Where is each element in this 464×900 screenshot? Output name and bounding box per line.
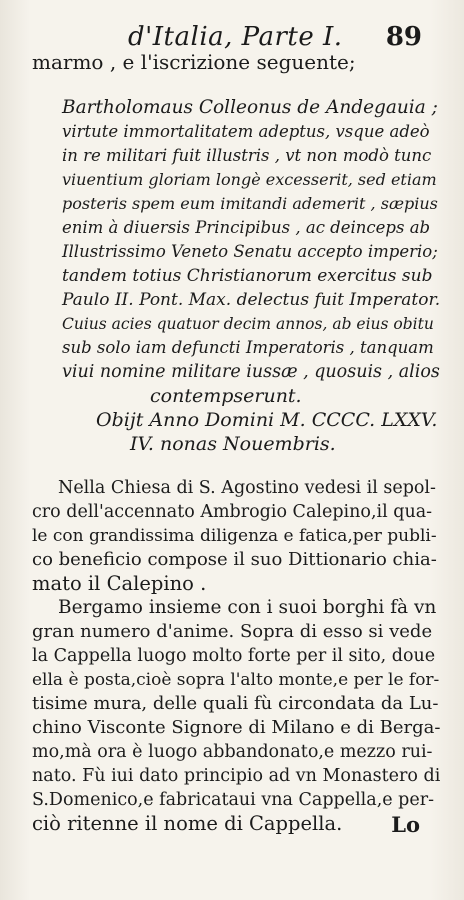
text-line: cro dell'accennato Ambrogio Calepino,il qua- (32, 502, 433, 522)
text-line: gran numero d'anime. Sopra di esso si vede (32, 621, 433, 642)
text-line: nato. Fù iui dato principio ad vn Monastero di (32, 766, 441, 786)
text-line: mato il Calepino . (32, 572, 207, 595)
inscription-line: Illustrissimo Veneto Senatu accepto imperio; (62, 242, 438, 261)
text-line: la Cappella luogo molto forte per il sito, doue (32, 646, 436, 666)
text-line: Bergamo insieme con i suoi borghi fà vn (58, 597, 437, 618)
inscription-line: viui nomine militare iussæ , quosuis , alios (62, 362, 440, 382)
catchword: Lo (391, 812, 420, 837)
obit-line: IV. nonas Nouembris. (130, 433, 336, 455)
text-line: ella è posta,cioè sopra l'alto monte,e per le for- (32, 670, 440, 690)
page-number: 89 (385, 22, 422, 52)
inscription-line: virtute immortalitatem adeptus, vsque adeò (62, 122, 430, 141)
text-line: S.Domenico,e fabricataui vna Cappella,e per- (32, 790, 435, 810)
inscription-line: sub solo iam defuncti Imperatoris , tanquam (62, 338, 434, 357)
text-line: co beneficio compose il suo Dittionario chia- (32, 549, 437, 570)
text-line: chino Visconte Signore di Milano e di Berga- (32, 717, 441, 738)
inscription-line: viuentium gloriam longè excesserit, sed etiam (62, 170, 437, 189)
text-line: le con grandissima diligenza e fatica,per publi- (32, 526, 437, 546)
text-line: Nella Chiesa di S. Agostino vedesi il sepol- (58, 478, 436, 498)
inscription-line: contempserunt. (150, 385, 302, 407)
inscription-line: posteris spem eum imitandi ademerit , sæpius (62, 194, 438, 213)
inscription-line: Cuius acies quatuor decim annos, ab eius obitu (62, 315, 434, 333)
inscription-line: enim à diuersis Principibus , ac deinceps ab (62, 218, 431, 237)
running-title: d'Italia, Parte I. (128, 22, 343, 52)
inscription-line: Bartholomaus Colleonus de Andegauia ; (62, 97, 438, 118)
text-line: mo,mà ora è luogo abbandonato,e mezzo rui- (32, 742, 433, 762)
intro-line: marmo , e l'iscrizione seguente; (32, 50, 356, 74)
text-line: tisime mura, delle quali fù circondata da Lu- (32, 693, 439, 714)
inscription-line: Paulo II. Pont. Max. delectus fuit Imperator. (62, 290, 441, 310)
inscription-line: in re militari fuit illustris , vt non modò tunc (62, 146, 432, 165)
inscription-line: tandem totius Christianorum exercitus sub (62, 266, 433, 286)
text-line: ciò ritenne il nome di Cappella. (32, 812, 343, 835)
obit-line: Obijt Anno Domini M. CCCC. LXXV. (96, 409, 438, 431)
